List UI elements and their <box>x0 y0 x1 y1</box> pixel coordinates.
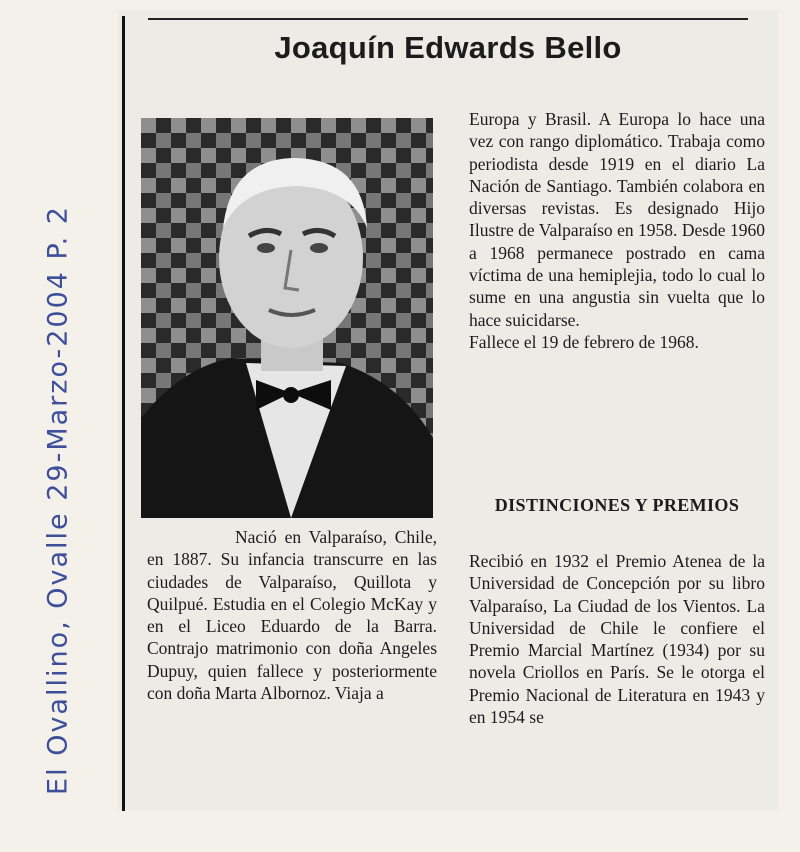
article-column-left <box>147 526 437 704</box>
portrait-photo <box>141 118 433 518</box>
column-rule <box>122 16 125 811</box>
article-title: Joaquín Edwards Bello <box>274 30 622 65</box>
article-column-right <box>469 108 765 353</box>
handwritten-annotation <box>8 160 108 840</box>
awards-column <box>469 550 765 728</box>
body-paragraph: Europa y Brasil. A Europa lo hace una vez con rango diplomático. Trabaja como periodista desde 1919 en el diario La Nación de Santiago. También colabora en diversas revistas. Es designado Hijo Ilustre de Valparaíso en 1958. Desde 1960 a 1968 permanece postrado en cama víctima de una hemiplejia, todo lo cual lo sume en una angustia sin vuelta que lo hace suicidarse. <box>469 109 765 330</box>
header-rule <box>148 18 748 20</box>
body-paragraph: Recibió en 1932 el Premio Atenea de la Universidad de Concepción por su libro Valparaíso, La Ciudad de los Vientos. La Universidad de Chile le confiere el Premio Marcial Martínez (1934) por su novela Criollos en París. Se le otorga el Premio Nacional de Literatura en 1943 y en 1954 se <box>469 551 765 728</box>
section-heading: DISTINCIONES Y PREMIOS <box>494 495 740 515</box>
handwritten-note: El Ovallino, Ovalle 29-Marzo-2004 P. 2 <box>42 205 74 795</box>
body-paragraph: Nació en Valparaíso, Chile, en 1887. Su infancia transcurre en las ciudades de Valparaíso, Quillota y Quilpué. Estudia en el Colegio McKay y en el Liceo Eduardo de la Barra. Contrajo matrimonio con doña Angeles Dupuy, quien fallece y posteriormente con doña Marta Albornoz. Viaja a <box>147 527 437 704</box>
body-paragraph: Fallece el 19 de febrero de 1968. <box>469 331 699 352</box>
